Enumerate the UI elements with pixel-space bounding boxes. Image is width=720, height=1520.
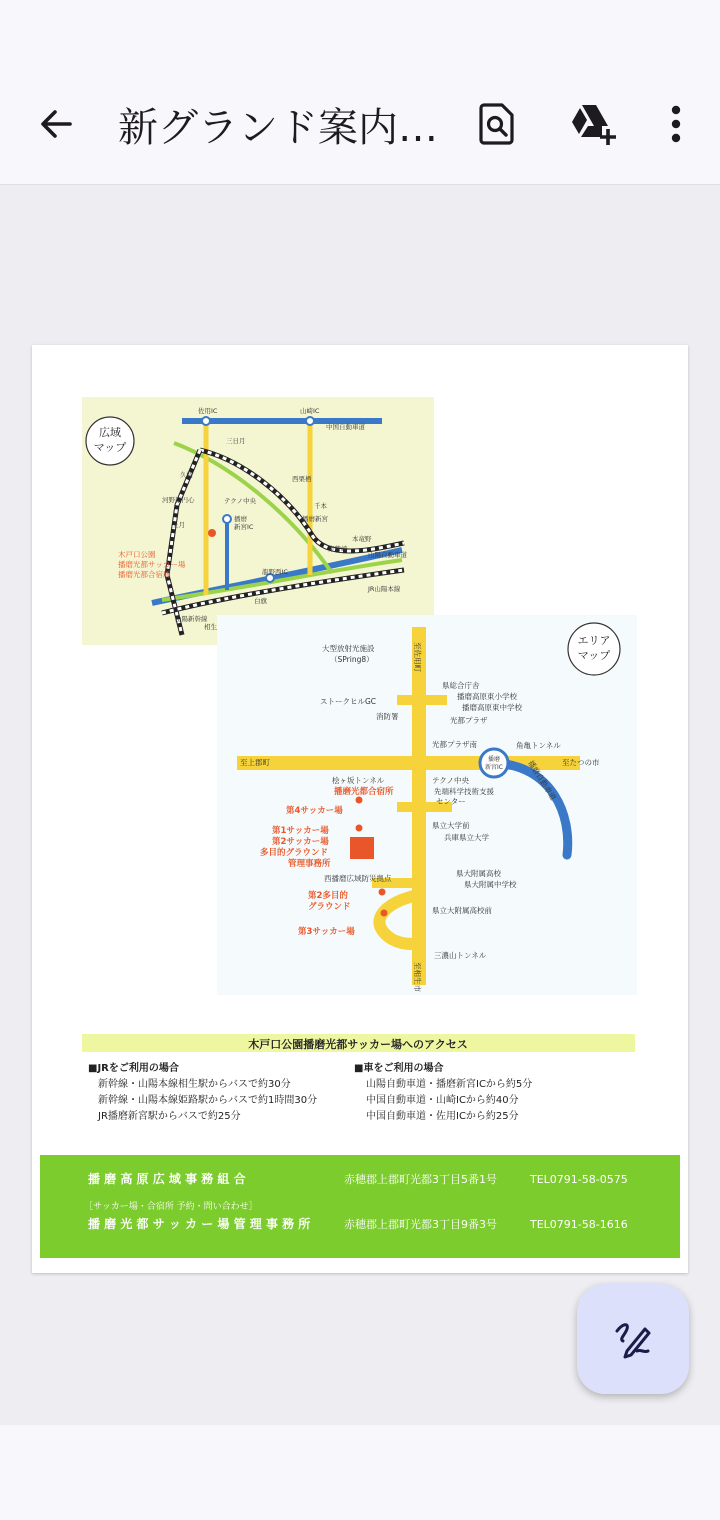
to-aioi: 至相生市 xyxy=(413,962,422,992)
label-harima-shingu-ic-2: 新宮IC xyxy=(234,523,254,531)
wide-map-badge-line2: マップ xyxy=(93,441,127,454)
label-jr-sanyo: JR山陽本線 xyxy=(368,585,401,593)
car-line-1: 山陽自動車道・播磨新宮ICから約5分 xyxy=(366,1079,533,1090)
jhs: 県大附属中学校 xyxy=(464,880,517,889)
wide-area-map xyxy=(82,397,434,645)
back-button[interactable] xyxy=(30,98,82,150)
to-tatsuno: 至たつの市 xyxy=(562,758,600,767)
label-harima-shingu-ic: 播磨 xyxy=(234,515,247,523)
multi2-line1: 第2多目的 xyxy=(308,891,348,901)
contact-footer xyxy=(40,1155,680,1258)
camp: 播磨光都合宿所 xyxy=(334,787,394,797)
techno: テクノ中央 xyxy=(432,776,470,785)
hs-mae: 県立大附属高校前 xyxy=(432,906,492,915)
pen-annotate-icon xyxy=(611,1317,655,1361)
hinokizaka: 桧ヶ坂トンネル xyxy=(332,776,385,785)
jr-line-1: 新幹線・山陽本線相生駅からバスで約30分 xyxy=(98,1079,291,1090)
org2-address: 赤穂郡上郡町光都3丁目9番3号 xyxy=(344,1218,497,1231)
access-heading: 木戸口公園播磨光都サッカー場へのアクセス xyxy=(248,1038,468,1051)
more-options-button[interactable] xyxy=(650,98,702,150)
label-nishi-kurisu: 西栗栖 xyxy=(292,475,312,483)
area-map-badge-line2: マップ xyxy=(577,649,611,662)
kakugame: 角亀トンネル xyxy=(516,741,561,750)
tech-center-1: 先端科学技術支援 xyxy=(434,787,494,796)
more-vert-icon xyxy=(670,104,682,144)
label-kamitsuki: 上月 xyxy=(172,521,185,529)
to-kamigori: 至上郡町 xyxy=(240,758,270,767)
label-harima-shingu: 播磨新宮 xyxy=(302,515,328,523)
east-elem: 播磨高原東小学校 xyxy=(457,692,517,701)
area-map-badge-line1: エリア xyxy=(577,634,611,647)
stork: ストークヒルGC xyxy=(320,697,377,706)
car-line-2: 中国自動車道・山崎ICから約40分 xyxy=(366,1095,519,1106)
label-sayo-ic: 佐用IC xyxy=(198,407,218,415)
drive-add-icon xyxy=(568,102,616,146)
add-to-drive-button[interactable] xyxy=(566,98,618,150)
univ-mae: 県立大学前 xyxy=(432,821,470,830)
access-section xyxy=(82,1034,635,1122)
label-sanyo-expwy: 山陽自動車道 xyxy=(368,551,407,559)
label-chikusa: 千本 xyxy=(314,502,327,510)
label-tatsuno-nishi-ic: 龍野西IC xyxy=(262,568,288,576)
annotate-fab[interactable] xyxy=(577,1284,689,1394)
find-in-document-button[interactable] xyxy=(470,98,522,150)
org1-name: 播 磨 高 原 広 域 事 務 組 合 xyxy=(88,1172,246,1186)
jr-heading: ■JRをご利用の場合 xyxy=(88,1063,179,1074)
jr-line-3: JR播磨新宮駅からバスで約25分 xyxy=(98,1111,241,1122)
document-title: 新グランド案内… xyxy=(118,105,438,151)
bottom-bar xyxy=(0,1425,720,1520)
org1-address: 赤穂郡上郡町光都3丁目5番1号 xyxy=(344,1173,497,1186)
spring8-line1: 大型放射光施設 xyxy=(322,644,375,653)
park-label-line2: 播磨光都サッカー場 xyxy=(118,560,186,569)
label-higashi-shingu: 東觜崎 xyxy=(328,545,348,553)
park-label-line1: 木戸口公園 xyxy=(118,550,156,559)
org1-tel: TEL0791-58-0575 xyxy=(530,1173,628,1186)
document-search-icon xyxy=(476,102,516,146)
pdf-page xyxy=(32,345,688,1273)
ic-label-1: 播磨 xyxy=(487,756,501,763)
spring8-line2: （SPring8） xyxy=(330,655,374,664)
mikamo: 三濃山トンネル xyxy=(434,951,487,960)
park-label-line3: 播磨光都合宿所 xyxy=(118,570,171,579)
field12-line1: 第1サッカー場 xyxy=(272,826,329,836)
label-kohdoku: 河野原円心 xyxy=(162,496,195,504)
app-bar xyxy=(0,0,720,185)
car-line-3: 中国自動車道・佐用ICから約25分 xyxy=(366,1111,519,1122)
field12-line2: 第2サッカー場 xyxy=(272,837,329,847)
label-yamasaki-ic: 山崎IC xyxy=(300,407,320,415)
org2-name: 播 磨 光 都 サ ッ カ ー 場 管 理 事 務 所 xyxy=(88,1217,311,1231)
to-sayo: 至佐用町 xyxy=(413,642,422,672)
label-chugoku-expwy: 中国自動車道 xyxy=(326,423,365,431)
field12-line3: 多目的グラウンド xyxy=(260,848,329,858)
ic-label-2: 新宮IC xyxy=(485,764,503,771)
field4: 第4サッカー場 xyxy=(286,806,343,816)
label-aioi: 相生 xyxy=(204,623,217,631)
wide-map-badge-line1: 広域 xyxy=(99,426,121,439)
org2-tel: TEL0791-58-1616 xyxy=(530,1218,628,1231)
label-shirahata: 白旗 xyxy=(254,597,267,605)
car-heading: ■車をご利用の場合 xyxy=(354,1063,444,1074)
field3: 第3サッカー場 xyxy=(298,927,355,937)
disaster: 西播磨広域防災拠点 xyxy=(324,874,392,883)
jr-line-2: 新幹線・山陽本線姫路駅からバスで約1時間30分 xyxy=(98,1095,318,1106)
reservation-note: ［サッカー場・合宿所 予約・問い合わせ］ xyxy=(84,1202,258,1212)
tech-center-2: センター xyxy=(436,797,466,806)
fire-station: 消防署 xyxy=(376,712,399,721)
east-jh: 播磨高原東中学校 xyxy=(462,703,522,712)
label-kuzaki: 久崎 xyxy=(180,471,193,479)
area-map xyxy=(217,615,637,995)
field12-line4: 管理事務所 xyxy=(288,859,331,869)
plaza: 光都プラザ xyxy=(450,716,488,725)
prefectural-office: 県総合庁舎 xyxy=(442,681,480,690)
univ: 兵庫県立大学 xyxy=(444,833,489,842)
label-hon-tatsuno: 本竜野 xyxy=(352,535,372,543)
arrow-back-icon xyxy=(36,104,76,144)
hs: 県大附属高校 xyxy=(456,869,501,878)
label-mikazuki: 三日月 xyxy=(226,437,246,445)
plaza-south: 光都プラザ南 xyxy=(432,740,477,749)
access-map-page xyxy=(32,345,688,1273)
multi2-line2: グラウンド xyxy=(308,902,351,912)
label-technochuo: テクノ中央 xyxy=(224,497,257,505)
label-sanyo-shinkansen: 山陽新幹線 xyxy=(175,615,208,623)
harima-expwy: 播磨自動車道 xyxy=(526,758,558,802)
